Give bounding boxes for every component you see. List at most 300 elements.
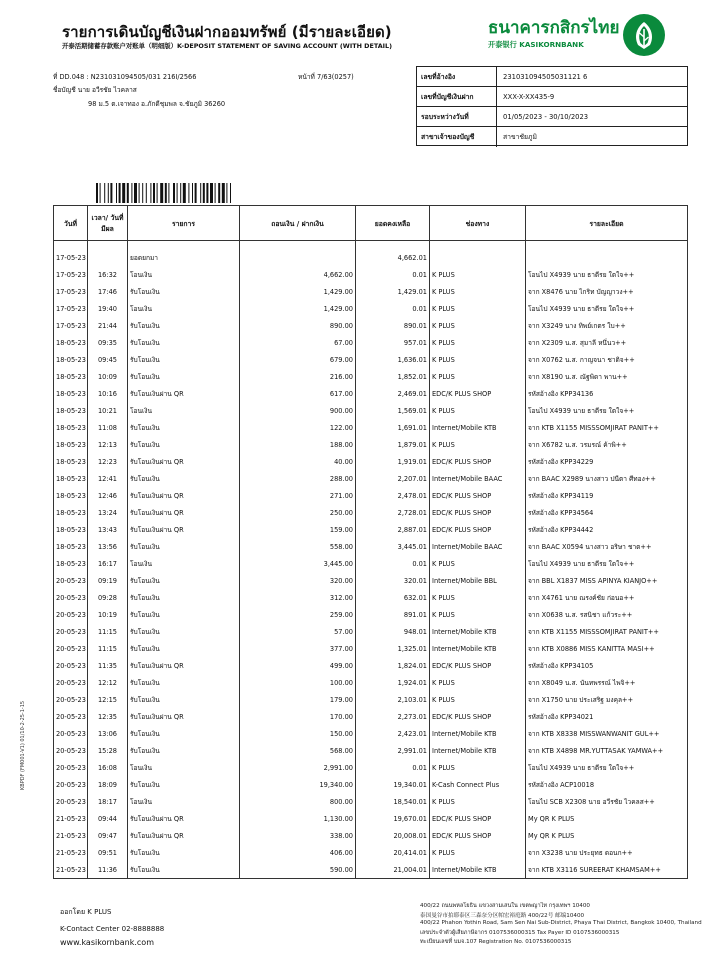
cell-time [88, 249, 128, 266]
cell-time: 12:35 [88, 708, 128, 725]
cell-details: จาก X8476 นาย ไกริท บัญญาวง++ [526, 283, 688, 300]
cell-balance: 0.01 [356, 555, 430, 572]
table-row [54, 470, 688, 487]
cell-details: รหัสอ้างอิง KPP34105 [526, 657, 688, 674]
cell-channel: K PLUS [430, 317, 526, 334]
table-row [54, 453, 688, 470]
info-label: เลขที่อ้างอิง [417, 67, 497, 87]
table-row [54, 742, 688, 759]
cell-channel: K PLUS [430, 555, 526, 572]
cell-date: 20-05-23 [54, 572, 88, 589]
cell-transaction: รับโอนเงิน [128, 283, 240, 300]
cell-details: จาก X1750 นาย ประเสริฐ มงคุล++ [526, 691, 688, 708]
cell-time: 13:56 [88, 538, 128, 555]
cell-transaction: รับโอนเงิน [128, 470, 240, 487]
cell-amount [240, 249, 356, 266]
header-transaction: รายการ [128, 206, 240, 241]
cell-date: 21-05-23 [54, 827, 88, 844]
table-row [54, 810, 688, 827]
cell-date: 20-05-23 [54, 793, 88, 810]
cell-amount: 3,445.00 [240, 555, 356, 572]
info-value: 231031094505031121 6 [503, 73, 588, 81]
cell-date: 18-05-23 [54, 521, 88, 538]
table-row [54, 249, 688, 266]
info-row-period [417, 106, 687, 127]
cell-time: 17:46 [88, 283, 128, 300]
table-row [54, 436, 688, 453]
cell-channel: EDC/K PLUS SHOP [430, 657, 526, 674]
cell-date: 21-05-23 [54, 861, 88, 879]
table-row [54, 759, 688, 776]
cell-date: 18-05-23 [54, 351, 88, 368]
cell-balance: 3,445.01 [356, 538, 430, 555]
cell-details: จาก KTB X3116 SUREERAT KHAMSAM++ [526, 861, 688, 879]
cell-details: จาก X4761 นาย ณรงค์ชัย ก่อนอ++ [526, 589, 688, 606]
cell-time: 10:09 [88, 368, 128, 385]
cell-channel: EDC/K PLUS SHOP [430, 453, 526, 470]
cell-details: จาก X8190 น.ส. ณัฐพิดา พาน++ [526, 368, 688, 385]
cell-balance: 1,824.01 [356, 657, 430, 674]
cell-transaction: รับโอนเงิน [128, 538, 240, 555]
cell-balance: 948.01 [356, 623, 430, 640]
spacer-cell [88, 241, 128, 250]
tax-id: เลขประจำตัวผู้เสียภาษีอากร 0107536000315 Tax Payer ID 0107536000315 [420, 930, 620, 936]
table-row [54, 572, 688, 589]
cell-balance: 632.01 [356, 589, 430, 606]
table-row [54, 334, 688, 351]
cell-time: 12:13 [88, 436, 128, 453]
cell-channel: K PLUS [430, 283, 526, 300]
spacer-cell [54, 241, 88, 250]
cell-amount: 890.00 [240, 317, 356, 334]
cell-transaction: รับโอนเงิน [128, 606, 240, 623]
table-header-row [54, 206, 688, 241]
cell-amount: 67.00 [240, 334, 356, 351]
table-row [54, 827, 688, 844]
cell-channel: EDC/K PLUS SHOP [430, 827, 526, 844]
cell-balance: 21,004.01 [356, 861, 430, 879]
spacer-cell [430, 241, 526, 250]
cell-time: 12:46 [88, 487, 128, 504]
cell-channel: Internet/Mobile BAAC [430, 538, 526, 555]
cell-amount: 499.00 [240, 657, 356, 674]
cell-amount: 679.00 [240, 351, 356, 368]
cell-balance: 18,540.01 [356, 793, 430, 810]
header-date: วันที่ [54, 206, 88, 241]
registration-number: ทะเบียนเลขที่ บมจ.107 Registration No. 0107536000315 [420, 939, 572, 945]
cell-channel: K PLUS [430, 368, 526, 385]
cell-date: 18-05-23 [54, 385, 88, 402]
cell-amount: 179.00 [240, 691, 356, 708]
spacer-cell [128, 241, 240, 250]
cell-channel: EDC/K PLUS SHOP [430, 708, 526, 725]
account-name: ชื่อบัญชี นาย อวีรชัย ไวคลาส [53, 86, 137, 94]
cell-details: จาก BAAC X2989 นางสาว ปนีตา ศีทอง++ [526, 470, 688, 487]
bank-name-en: 开泰银行 KASIKORNBANK [488, 40, 584, 49]
table-row [54, 657, 688, 674]
bank-address-th: 400/22 ถนนพหลโยธิน แขวงสามเสนใน เขตพญาไท กรุงเทพฯ 10400 [420, 903, 590, 909]
page-number: หน้าที่ 7/63(0257) [298, 73, 354, 81]
info-row-account-number [417, 86, 687, 107]
info-row-branch [417, 126, 687, 147]
cell-transaction: รับโอนเงินผ่าน QR [128, 385, 240, 402]
cell-channel: EDC/K PLUS SHOP [430, 487, 526, 504]
customer-address: 98 ม.5 ต.เจาทอง อ.ภักดีชุมพล จ.ชัยภูมิ 36260 [88, 100, 226, 108]
cell-balance: 19,340.01 [356, 776, 430, 793]
cell-balance: 0.01 [356, 759, 430, 776]
cell-date: 20-05-23 [54, 674, 88, 691]
cell-transaction: ยอดยกมา [128, 249, 240, 266]
table-row [54, 691, 688, 708]
cell-transaction: รับโอนเงิน [128, 674, 240, 691]
cell-balance: 890.01 [356, 317, 430, 334]
cell-date: 21-05-23 [54, 810, 88, 827]
cell-amount: 590.00 [240, 861, 356, 879]
cell-time: 16:32 [88, 266, 128, 283]
cell-transaction: รับโอนเงิน [128, 776, 240, 793]
table-row [54, 555, 688, 572]
cell-time: 11:35 [88, 657, 128, 674]
table-row [54, 283, 688, 300]
bank-website: www.kasikornbank.com [60, 938, 154, 947]
cell-date: 18-05-23 [54, 436, 88, 453]
cell-date: 20-05-23 [54, 776, 88, 793]
cell-amount: 288.00 [240, 470, 356, 487]
cell-date: 17-05-23 [54, 317, 88, 334]
cell-transaction: รับโอนเงิน [128, 351, 240, 368]
cell-balance: 0.01 [356, 300, 430, 317]
cell-transaction: โอนเงิน [128, 402, 240, 419]
cell-time: 16:17 [88, 555, 128, 572]
cell-time: 09:28 [88, 589, 128, 606]
cell-time: 09:51 [88, 844, 128, 861]
statement-title-th: รายการเดินบัญชีเงินฝากออมทรัพย์ (มีรายละเอียด) [62, 23, 392, 41]
cell-time: 09:44 [88, 810, 128, 827]
cell-date: 17-05-23 [54, 249, 88, 266]
info-label: รอบระหว่างวันที่ [417, 107, 497, 127]
cell-date: 18-05-23 [54, 453, 88, 470]
cell-date: 20-05-23 [54, 589, 88, 606]
cell-amount: 150.00 [240, 725, 356, 742]
cell-transaction: รับโอนเงิน [128, 861, 240, 879]
cell-amount: 159.00 [240, 521, 356, 538]
cell-transaction: รับโอนเงินผ่าน QR [128, 504, 240, 521]
cell-amount: 250.00 [240, 504, 356, 521]
info-label: สาขาเจ้าของบัญชี [417, 127, 497, 147]
cell-date: 18-05-23 [54, 470, 88, 487]
cell-amount: 1,429.00 [240, 300, 356, 317]
cell-balance: 1,636.01 [356, 351, 430, 368]
cell-date: 18-05-23 [54, 504, 88, 521]
cell-amount: 617.00 [240, 385, 356, 402]
kasikornbank-logo-icon [622, 13, 666, 57]
cell-channel: K PLUS [430, 793, 526, 810]
cell-channel: Internet/Mobile BAAC [430, 470, 526, 487]
cell-time: 09:47 [88, 827, 128, 844]
cell-channel: Internet/Mobile KTB [430, 640, 526, 657]
cell-balance: 2,273.01 [356, 708, 430, 725]
cell-transaction: โอนเงิน [128, 300, 240, 317]
cell-details [526, 249, 688, 266]
cell-balance: 2,478.01 [356, 487, 430, 504]
table-row [54, 419, 688, 436]
bank-name-th: ธนาคารกสิกรไทย [488, 18, 620, 38]
cell-transaction: รับโอนเงิน [128, 589, 240, 606]
cell-channel: K PLUS [430, 674, 526, 691]
cell-channel: K PLUS [430, 300, 526, 317]
cell-channel: K PLUS [430, 606, 526, 623]
info-row-reference [417, 67, 687, 87]
cell-date: 20-05-23 [54, 657, 88, 674]
cell-details: จาก X8049 น.ส. นันทพรรณ์ ไพจิ++ [526, 674, 688, 691]
cell-balance: 20,008.01 [356, 827, 430, 844]
table-spacer-row [54, 241, 688, 250]
cell-details: จาก BBL X1837 MISS APINYA KIANJO++ [526, 572, 688, 589]
header-details: รายละเอียด [526, 206, 688, 241]
cell-amount: 406.00 [240, 844, 356, 861]
cell-amount: 1,429.00 [240, 283, 356, 300]
cell-amount: 377.00 [240, 640, 356, 657]
cell-balance: 2,991.01 [356, 742, 430, 759]
cell-transaction: รับโอนเงิน [128, 844, 240, 861]
cell-time: 10:21 [88, 402, 128, 419]
cell-time: 12:23 [88, 453, 128, 470]
table-row [54, 606, 688, 623]
cell-channel: K PLUS [430, 266, 526, 283]
cell-time: 18:17 [88, 793, 128, 810]
table-row [54, 623, 688, 640]
cell-channel: K PLUS [430, 844, 526, 861]
table-row [54, 793, 688, 810]
cell-details: รหัสอ้างอิง KPP34119 [526, 487, 688, 504]
cell-channel: Internet/Mobile KTB [430, 742, 526, 759]
cell-balance: 1,924.01 [356, 674, 430, 691]
cell-amount: 57.00 [240, 623, 356, 640]
cell-time: 11:36 [88, 861, 128, 879]
cell-amount: 900.00 [240, 402, 356, 419]
cell-amount: 568.00 [240, 742, 356, 759]
table-row [54, 521, 688, 538]
cell-details: จาก X6782 น.ส. วรมรณ์ ค้าพิ++ [526, 436, 688, 453]
table-row [54, 538, 688, 555]
cell-channel: K PLUS [430, 351, 526, 368]
cell-balance: 891.01 [356, 606, 430, 623]
cell-time: 12:15 [88, 691, 128, 708]
cell-details: รหัสอ้างอิง KPP34136 [526, 385, 688, 402]
cell-amount: 800.00 [240, 793, 356, 810]
table-row [54, 844, 688, 861]
cell-date: 18-05-23 [54, 402, 88, 419]
info-value: XXX-X-XX435-9 [503, 93, 555, 101]
table-row [54, 402, 688, 419]
cell-details: รหัสอ้างอิง KPP34229 [526, 453, 688, 470]
cell-date: 17-05-23 [54, 300, 88, 317]
cell-details: My QR K PLUS [526, 827, 688, 844]
cell-transaction: รับโอนเงิน [128, 742, 240, 759]
transaction-rows [54, 241, 688, 879]
cell-transaction: รับโอนเงินผ่าน QR [128, 827, 240, 844]
cell-channel: K PLUS [430, 759, 526, 776]
cell-channel: EDC/K PLUS SHOP [430, 385, 526, 402]
cell-channel: K PLUS [430, 436, 526, 453]
cell-time: 09:35 [88, 334, 128, 351]
table-row [54, 504, 688, 521]
cell-channel: EDC/K PLUS SHOP [430, 521, 526, 538]
cell-amount: 122.00 [240, 419, 356, 436]
cell-amount: 271.00 [240, 487, 356, 504]
bank-address-en: 400/22 Phahon Yothin Road, Sam Sen Nai Sub-District, Phaya Thai District, Bangkok 10400, Thailand [420, 920, 702, 926]
cell-date: 18-05-23 [54, 538, 88, 555]
table-row [54, 351, 688, 368]
cell-details: โอนไป X4939 นาย ธาตีรย ใตใจ++ [526, 555, 688, 572]
cell-transaction: โอนเงิน [128, 555, 240, 572]
cell-amount: 100.00 [240, 674, 356, 691]
cell-details: โอนไป SCB X2308 นาย อวีรชัย ไวคลส++ [526, 793, 688, 810]
cell-amount: 19,340.00 [240, 776, 356, 793]
cell-time: 11:15 [88, 640, 128, 657]
cell-details: รหัสอ้างอิง KPP34021 [526, 708, 688, 725]
cell-transaction: รับโอนเงิน [128, 572, 240, 589]
table-row [54, 385, 688, 402]
cell-transaction: รับโอนเงิน [128, 691, 240, 708]
table-row [54, 589, 688, 606]
cell-amount: 170.00 [240, 708, 356, 725]
cell-channel: EDC/K PLUS SHOP [430, 504, 526, 521]
bank-address-cn: 泰国曼谷市拍耶泰区三森奈分区帕宏裕庭路 400/22号 邮编10400 [420, 913, 585, 919]
cell-transaction: รับโอนเงินผ่าน QR [128, 521, 240, 538]
cell-details: โอนไป X4939 นาย ธาตีรย ใตใจ++ [526, 759, 688, 776]
cell-details: รหัสอ้างอิง ACP10018 [526, 776, 688, 793]
cell-time: 15:28 [88, 742, 128, 759]
cell-transaction: โอนเงิน [128, 266, 240, 283]
cell-balance: 4,662.01 [356, 249, 430, 266]
cell-date: 20-05-23 [54, 623, 88, 640]
cell-balance: 2,207.01 [356, 470, 430, 487]
cell-date: 18-05-23 [54, 555, 88, 572]
cell-date: 20-05-23 [54, 759, 88, 776]
cell-channel: K PLUS [430, 589, 526, 606]
cell-amount: 558.00 [240, 538, 356, 555]
cell-details: โอนไป X4939 นาย ธาตีรย ใตใจ++ [526, 266, 688, 283]
cell-balance: 19,670.01 [356, 810, 430, 827]
cell-balance: 2,469.01 [356, 385, 430, 402]
cell-time: 21:44 [88, 317, 128, 334]
table-row [54, 300, 688, 317]
cell-date: 18-05-23 [54, 368, 88, 385]
statement-reference: ที่ DD.048 : N231031094505/031 216I/2566 [53, 73, 197, 81]
cell-date: 20-05-23 [54, 742, 88, 759]
cell-details: จาก BAAC X0594 นางสาว อริษา ชาต++ [526, 538, 688, 555]
transaction-table [53, 205, 688, 879]
cell-time: 18:09 [88, 776, 128, 793]
table-row [54, 317, 688, 334]
table-row [54, 368, 688, 385]
cell-transaction: รับโอนเงิน [128, 436, 240, 453]
cell-balance: 1,852.01 [356, 368, 430, 385]
issued-by: ออกโดย K PLUS [60, 908, 112, 916]
cell-details: จาก X2309 น.ส. สุมาลี หนึ่นว++ [526, 334, 688, 351]
header-time: เวลา/ วันที่มีผล [88, 206, 128, 241]
cell-date: 20-05-23 [54, 640, 88, 657]
cell-amount: 338.00 [240, 827, 356, 844]
cell-details: จาก X3249 นาง ทิพย์เกตร ใบ++ [526, 317, 688, 334]
contact-center: K-Contact Center 02-8888888 [60, 925, 165, 933]
account-info-box [416, 66, 688, 146]
cell-transaction: รับโอนเงินผ่าน QR [128, 657, 240, 674]
cell-date: 21-05-23 [54, 844, 88, 861]
cell-time: 16:08 [88, 759, 128, 776]
cell-channel: K PLUS [430, 334, 526, 351]
cell-time: 10:16 [88, 385, 128, 402]
cell-time: 13:43 [88, 521, 128, 538]
cell-details: จาก X0638 น.ส. รสนิชา แก้วระ++ [526, 606, 688, 623]
cell-date: 18-05-23 [54, 334, 88, 351]
cell-balance: 1,691.01 [356, 419, 430, 436]
cell-transaction: รับโอนเงิน [128, 623, 240, 640]
cell-transaction: รับโอนเงินผ่าน QR [128, 453, 240, 470]
cell-balance: 1,919.01 [356, 453, 430, 470]
cell-time: 19:40 [88, 300, 128, 317]
cell-amount: 259.00 [240, 606, 356, 623]
cell-details: จาก KTB X1155 MISSSOMJIRAT PANIT++ [526, 419, 688, 436]
cell-date: 20-05-23 [54, 725, 88, 742]
spacer-cell [356, 241, 430, 250]
info-label: เลขที่บัญชีเงินฝาก [417, 87, 497, 107]
cell-date: 20-05-23 [54, 606, 88, 623]
cell-channel: K-Cash Connect Plus [430, 776, 526, 793]
cell-details: My QR K PLUS [526, 810, 688, 827]
spacer-cell [526, 241, 688, 250]
cell-details: รหัสอ้างอิง KPP34442 [526, 521, 688, 538]
cell-date: 20-05-23 [54, 708, 88, 725]
cell-balance: 20,414.01 [356, 844, 430, 861]
cell-channel: EDC/K PLUS SHOP [430, 810, 526, 827]
cell-transaction: รับโอนเงิน [128, 368, 240, 385]
cell-details: จาก KTB X0886 MISS KANITTA MASI++ [526, 640, 688, 657]
cell-transaction: รับโอนเงินผ่าน QR [128, 708, 240, 725]
barcode-icon [96, 183, 332, 203]
cell-date: 18-05-23 [54, 419, 88, 436]
cell-transaction: รับโอนเงินผ่าน QR [128, 487, 240, 504]
cell-balance: 1,569.01 [356, 402, 430, 419]
table-row [54, 708, 688, 725]
cell-time: 12:12 [88, 674, 128, 691]
cell-balance: 2,103.01 [356, 691, 430, 708]
cell-balance: 1,429.01 [356, 283, 430, 300]
cell-amount: 4,662.00 [240, 266, 356, 283]
cell-balance: 0.01 [356, 266, 430, 283]
cell-details: จาก KTB X8338 MISSWANWANIT GUL++ [526, 725, 688, 742]
cell-time: 10:19 [88, 606, 128, 623]
cell-time: 11:15 [88, 623, 128, 640]
table-row [54, 640, 688, 657]
cell-channel: K PLUS [430, 691, 526, 708]
cell-transaction: รับโอนเงินผ่าน QR [128, 810, 240, 827]
cell-channel: Internet/Mobile BBL [430, 572, 526, 589]
cell-amount: 312.00 [240, 589, 356, 606]
info-value: 01/05/2023 - 30/10/2023 [503, 113, 589, 121]
cell-transaction: โอนเงิน [128, 793, 240, 810]
header-balance: ยอดคงเหลือ [356, 206, 430, 241]
cell-details: โอนไป X4939 นาย ธาตีรย ใตใจ++ [526, 300, 688, 317]
cell-date: 18-05-23 [54, 487, 88, 504]
cell-channel: Internet/Mobile KTB [430, 623, 526, 640]
cell-transaction: รับโอนเงิน [128, 640, 240, 657]
cell-amount: 188.00 [240, 436, 356, 453]
cell-amount: 216.00 [240, 368, 356, 385]
cell-balance: 2,728.01 [356, 504, 430, 521]
cell-details: จาก KTB X4898 MR.YUTTASAK YAMWA++ [526, 742, 688, 759]
